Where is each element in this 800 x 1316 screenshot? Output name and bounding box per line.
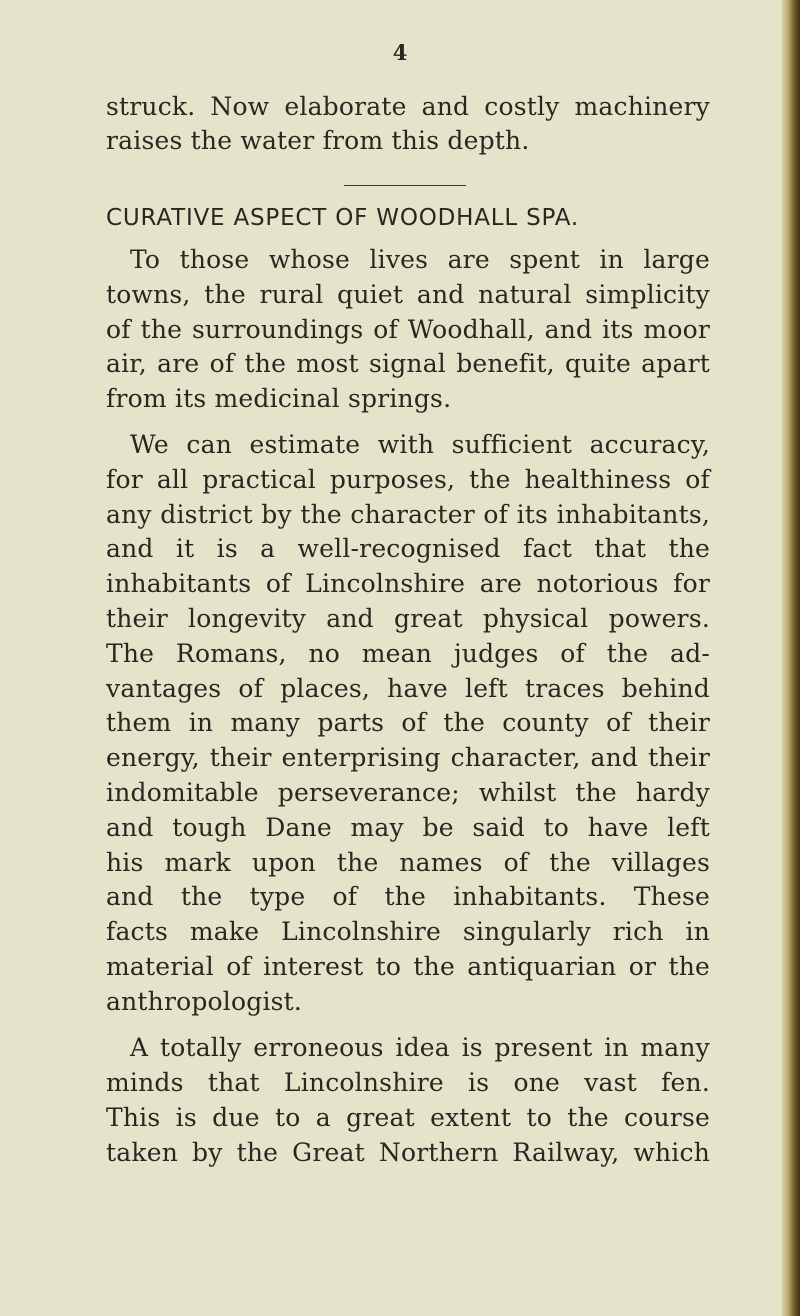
text-line: The Romans, no mean judges of the ad- <box>106 639 710 668</box>
text-line: and tough Dane may be said to have left <box>106 813 710 842</box>
text-line: any district by the character of its inhabitants, <box>106 500 710 529</box>
text-line: from its medicinal springs. <box>106 384 452 413</box>
page-binding-edge <box>782 0 800 1316</box>
text-line: raises the water from this depth. <box>106 126 530 155</box>
text-line: his mark upon the names of the villages <box>106 848 710 877</box>
text-line: facts make Lincolnshire singularly rich in <box>106 917 710 946</box>
text-line: To those whose lives are spent in large <box>130 245 710 274</box>
text-line: indomitable perseverance; whilst the hardy <box>106 778 710 807</box>
text-line: them in many parts of the county of their <box>106 708 710 737</box>
text-line: and the type of the inhabitants. These <box>106 882 710 911</box>
text-line: vantages of places, have left traces behind <box>106 674 710 703</box>
section-divider <box>344 185 466 186</box>
text-line: their longevity and great physical powers. <box>106 604 710 633</box>
text-line: A totally erroneous idea is present in many <box>130 1033 710 1062</box>
text-line: struck. Now elaborate and costly machinery <box>106 92 710 121</box>
section-heading: CURATIVE ASPECT OF WOODHALL SPA. <box>106 205 579 231</box>
text-line: material of interest to the antiquarian or the <box>106 952 710 981</box>
text-line: and it is a well-recognised fact that the <box>106 534 710 563</box>
text-line: air, are of the most signal benefit, quite apart <box>106 349 710 378</box>
text-line: of the surroundings of Woodhall, and its moor <box>106 315 710 344</box>
text-line: for all practical purposes, the healthiness of <box>106 465 710 494</box>
page-number: 4 <box>392 40 408 65</box>
text-line: taken by the Great Northern Railway, which <box>106 1138 710 1167</box>
text-line: inhabitants of Lincolnshire are notorious for <box>106 569 710 598</box>
text-line: We can estimate with sufficient accuracy, <box>130 430 710 459</box>
text-line: towns, the rural quiet and natural simplicity <box>106 280 710 309</box>
text-line: anthropologist. <box>106 987 303 1016</box>
text-line: energy, their enterprising character, and their <box>106 743 710 772</box>
text-line: minds that Lincolnshire is one vast fen. <box>106 1068 710 1097</box>
text-line: This is due to a great extent to the course <box>106 1103 710 1132</box>
